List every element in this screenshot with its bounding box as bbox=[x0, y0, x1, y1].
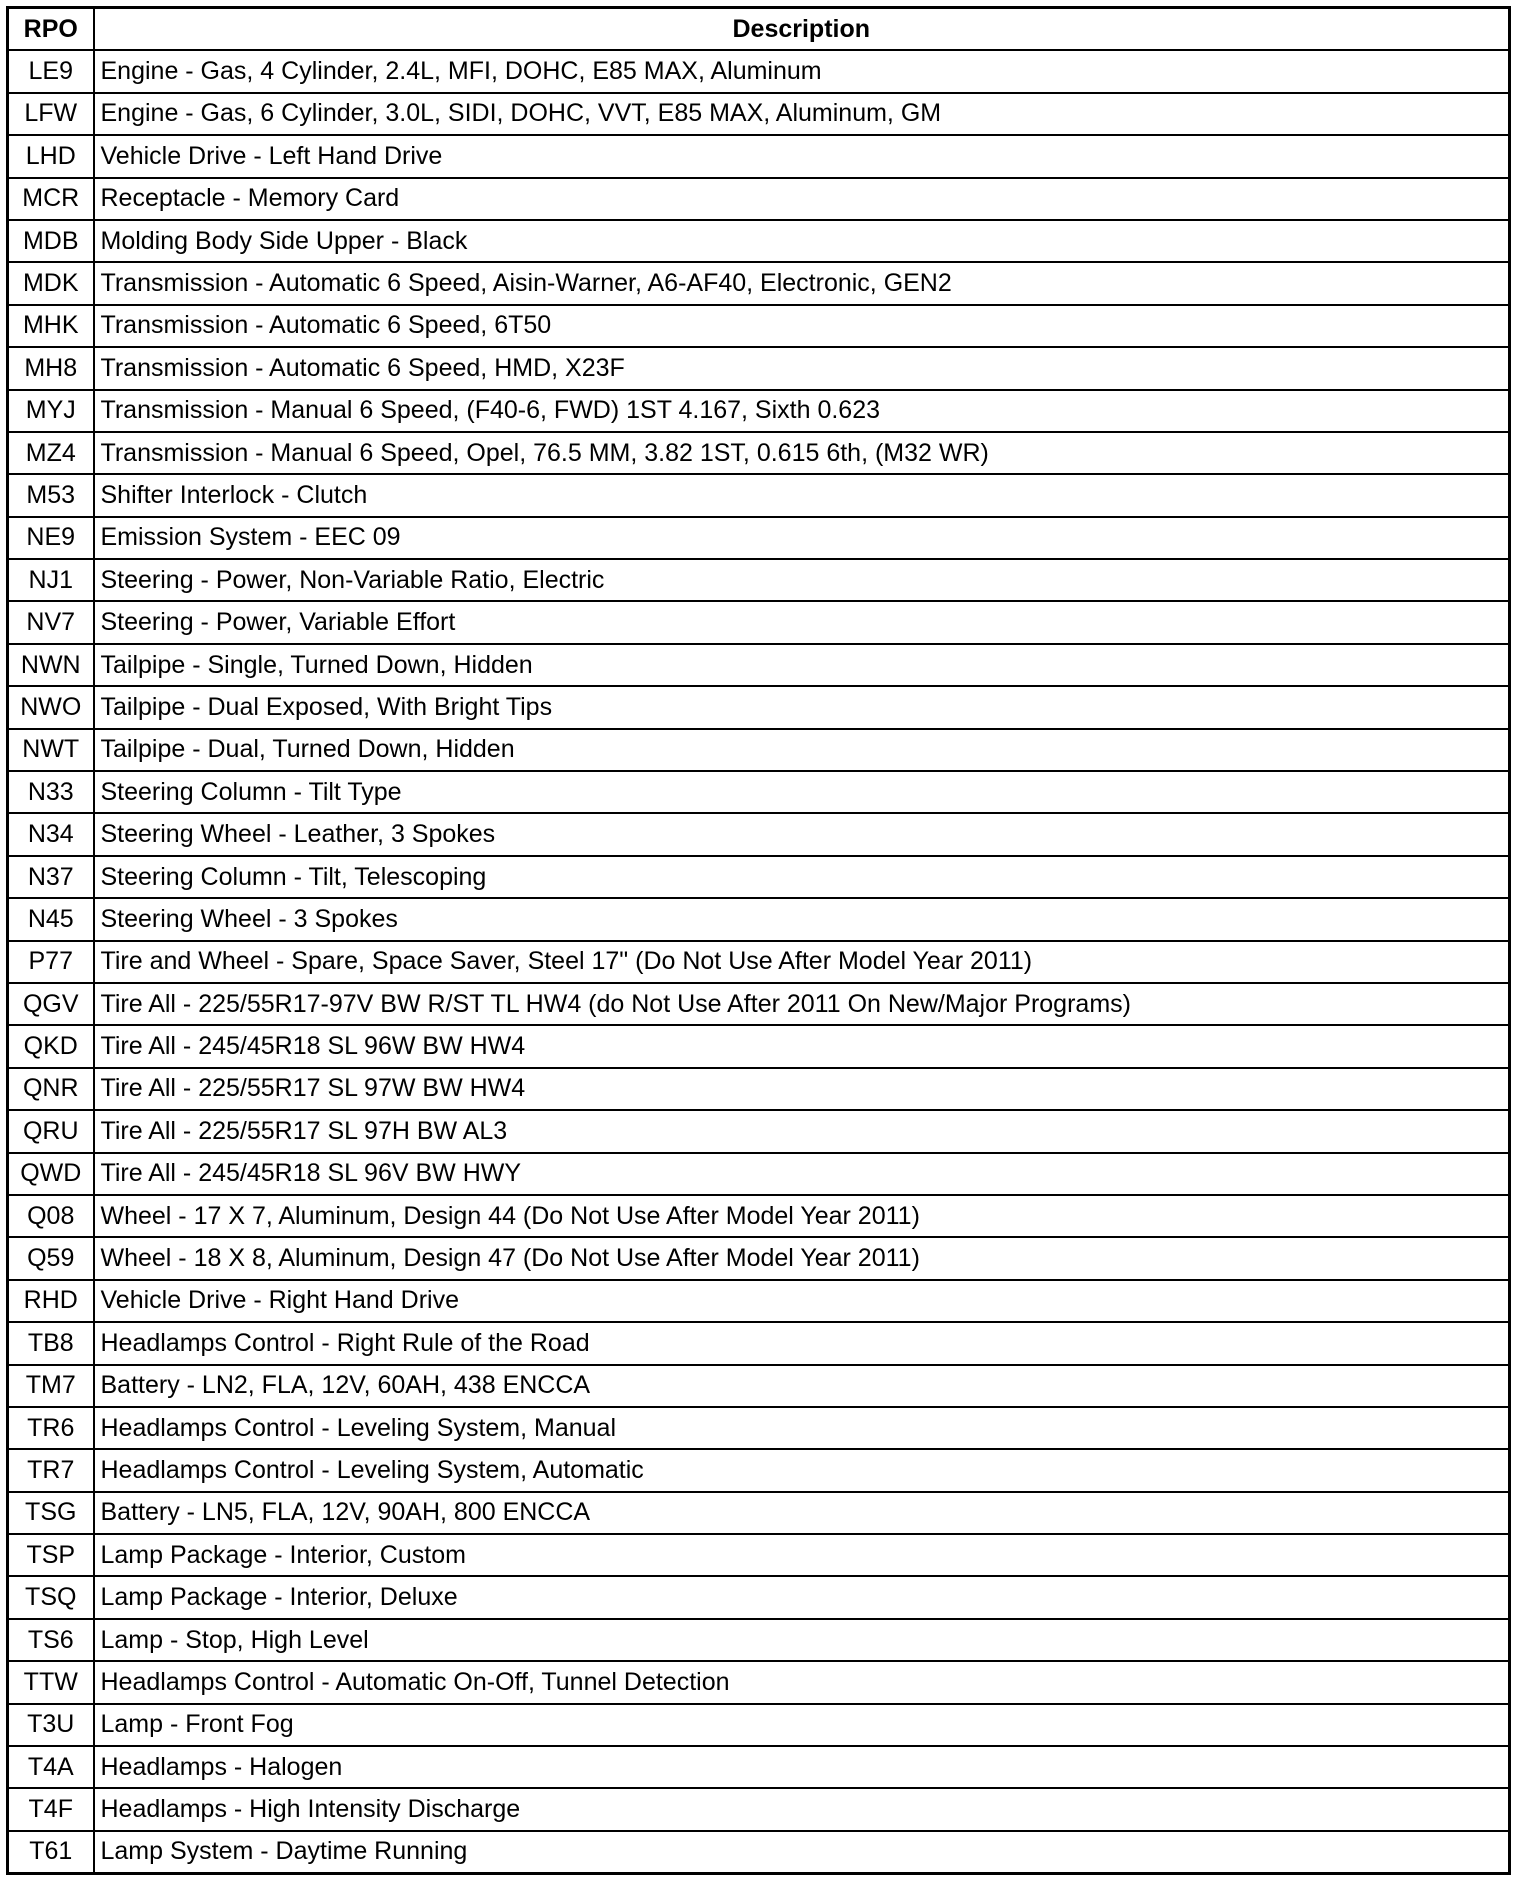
rpo-code-cell: QGV bbox=[8, 983, 94, 1025]
rpo-code-cell: MZ4 bbox=[8, 432, 94, 474]
table-row bbox=[8, 644, 1510, 686]
table-row bbox=[8, 771, 1510, 813]
table-row bbox=[8, 686, 1510, 728]
rpo-code-cell: NV7 bbox=[8, 601, 94, 643]
table-body bbox=[8, 50, 1510, 1873]
rpo-code-cell: N37 bbox=[8, 856, 94, 898]
rpo-code-cell: TSQ bbox=[8, 1576, 94, 1618]
rpo-table bbox=[6, 6, 1511, 1875]
description-cell: Tire All - 225/55R17 SL 97H BW AL3 bbox=[94, 1110, 1510, 1152]
description-cell: Transmission - Manual 6 Speed, Opel, 76.5 MM, 3.82 1ST, 0.615 6th, (M32 WR) bbox=[94, 432, 1510, 474]
rpo-code-cell: T4A bbox=[8, 1746, 94, 1788]
description-cell: Transmission - Automatic 6 Speed, HMD, X23F bbox=[94, 347, 1510, 389]
table-row bbox=[8, 813, 1510, 855]
rpo-code-cell: P77 bbox=[8, 941, 94, 983]
rpo-code-cell: TM7 bbox=[8, 1365, 94, 1407]
table-row bbox=[8, 1534, 1510, 1576]
table-row bbox=[8, 262, 1510, 304]
description-cell: Tire All - 245/45R18 SL 96V BW HWY bbox=[94, 1153, 1510, 1195]
description-cell: Receptacle - Memory Card bbox=[94, 178, 1510, 220]
table-row bbox=[8, 1025, 1510, 1067]
description-cell: Tire and Wheel - Spare, Space Saver, Steel 17" (Do Not Use After Model Year 2011) bbox=[94, 941, 1510, 983]
rpo-code-cell: N45 bbox=[8, 898, 94, 940]
description-cell: Tailpipe - Dual, Turned Down, Hidden bbox=[94, 729, 1510, 771]
description-cell: Lamp Package - Interior, Deluxe bbox=[94, 1576, 1510, 1618]
description-cell: Steering Column - Tilt Type bbox=[94, 771, 1510, 813]
rpo-code-cell: TB8 bbox=[8, 1322, 94, 1364]
description-cell: Steering Wheel - 3 Spokes bbox=[94, 898, 1510, 940]
rpo-code-cell: NWN bbox=[8, 644, 94, 686]
table-row bbox=[8, 432, 1510, 474]
rpo-code-cell: MDK bbox=[8, 262, 94, 304]
table-row bbox=[8, 1322, 1510, 1364]
description-cell: Tailpipe - Single, Turned Down, Hidden bbox=[94, 644, 1510, 686]
rpo-code-cell: TS6 bbox=[8, 1619, 94, 1661]
table-row bbox=[8, 474, 1510, 516]
rpo-code-cell: QNR bbox=[8, 1068, 94, 1110]
rpo-code-cell: T61 bbox=[8, 1831, 94, 1874]
rpo-code-cell: QWD bbox=[8, 1153, 94, 1195]
table-row bbox=[8, 601, 1510, 643]
description-cell: Headlamps Control - Leveling System, Manual bbox=[94, 1407, 1510, 1449]
description-cell: Wheel - 18 X 8, Aluminum, Design 47 (Do Not Use After Model Year 2011) bbox=[94, 1237, 1510, 1279]
table-row bbox=[8, 93, 1510, 135]
table-row bbox=[8, 559, 1510, 601]
rpo-code-cell: LFW bbox=[8, 93, 94, 135]
description-cell: Lamp - Stop, High Level bbox=[94, 1619, 1510, 1661]
rpo-code-cell: MDB bbox=[8, 220, 94, 262]
description-cell: Transmission - Automatic 6 Speed, 6T50 bbox=[94, 305, 1510, 347]
description-cell: Wheel - 17 X 7, Aluminum, Design 44 (Do Not Use After Model Year 2011) bbox=[94, 1195, 1510, 1237]
table-row bbox=[8, 1746, 1510, 1788]
description-cell: Lamp System - Daytime Running bbox=[94, 1831, 1510, 1874]
rpo-code-cell: MCR bbox=[8, 178, 94, 220]
table-row bbox=[8, 1365, 1510, 1407]
rpo-code-cell: N33 bbox=[8, 771, 94, 813]
rpo-code-cell: NJ1 bbox=[8, 559, 94, 601]
table-row bbox=[8, 347, 1510, 389]
header-rpo: RPO bbox=[8, 8, 94, 51]
table-row bbox=[8, 1153, 1510, 1195]
description-cell: Headlamps Control - Automatic On-Off, Tunnel Detection bbox=[94, 1661, 1510, 1703]
table-row bbox=[8, 1110, 1510, 1152]
description-cell: Battery - LN2, FLA, 12V, 60AH, 438 ENCCA bbox=[94, 1365, 1510, 1407]
description-cell: Steering Wheel - Leather, 3 Spokes bbox=[94, 813, 1510, 855]
rpo-code-cell: NE9 bbox=[8, 517, 94, 559]
rpo-code-cell: N34 bbox=[8, 813, 94, 855]
description-cell: Headlamps Control - Leveling System, Automatic bbox=[94, 1449, 1510, 1491]
rpo-code-cell: T4F bbox=[8, 1788, 94, 1830]
table-row bbox=[8, 1195, 1510, 1237]
table-row bbox=[8, 1576, 1510, 1618]
description-cell: Steering - Power, Variable Effort bbox=[94, 601, 1510, 643]
description-cell: Headlamps Control - Right Rule of the Road bbox=[94, 1322, 1510, 1364]
description-cell: Emission System - EEC 09 bbox=[94, 517, 1510, 559]
rpo-code-cell: QKD bbox=[8, 1025, 94, 1067]
description-cell: Lamp - Front Fog bbox=[94, 1704, 1510, 1746]
rpo-code-cell: TR6 bbox=[8, 1407, 94, 1449]
table-row bbox=[8, 1492, 1510, 1534]
table-row bbox=[8, 898, 1510, 940]
table-row bbox=[8, 856, 1510, 898]
description-cell: Steering - Power, Non-Variable Ratio, Electric bbox=[94, 559, 1510, 601]
table-row bbox=[8, 178, 1510, 220]
table-row bbox=[8, 983, 1510, 1025]
table-row bbox=[8, 50, 1510, 92]
table-row bbox=[8, 517, 1510, 559]
rpo-code-cell: TSG bbox=[8, 1492, 94, 1534]
description-cell: Steering Column - Tilt, Telescoping bbox=[94, 856, 1510, 898]
table-row bbox=[8, 1407, 1510, 1449]
rpo-code-cell: MH8 bbox=[8, 347, 94, 389]
description-cell: Shifter Interlock - Clutch bbox=[94, 474, 1510, 516]
table-row bbox=[8, 1619, 1510, 1661]
table-row bbox=[8, 729, 1510, 771]
table-row bbox=[8, 1788, 1510, 1830]
table-row bbox=[8, 1704, 1510, 1746]
table-row bbox=[8, 135, 1510, 177]
table-row bbox=[8, 1237, 1510, 1279]
description-cell: Headlamps - High Intensity Discharge bbox=[94, 1788, 1510, 1830]
rpo-code-cell: T3U bbox=[8, 1704, 94, 1746]
table-row bbox=[8, 1661, 1510, 1703]
rpo-code-cell: NWT bbox=[8, 729, 94, 771]
description-cell: Tire All - 225/55R17 SL 97W BW HW4 bbox=[94, 1068, 1510, 1110]
table-row bbox=[8, 1449, 1510, 1491]
table-row bbox=[8, 305, 1510, 347]
rpo-code-cell: QRU bbox=[8, 1110, 94, 1152]
header-description: Description bbox=[94, 8, 1510, 51]
rpo-code-cell: Q59 bbox=[8, 1237, 94, 1279]
description-cell: Tire All - 225/55R17-97V BW R/ST TL HW4 (do Not Use After 2011 On New/Major Programs) bbox=[94, 983, 1510, 1025]
description-cell: Engine - Gas, 6 Cylinder, 3.0L, SIDI, DOHC, VVT, E85 MAX, Aluminum, GM bbox=[94, 93, 1510, 135]
rpo-code-cell: TTW bbox=[8, 1661, 94, 1703]
description-cell: Transmission - Automatic 6 Speed, Aisin-Warner, A6-AF40, Electronic, GEN2 bbox=[94, 262, 1510, 304]
rpo-code-cell: Q08 bbox=[8, 1195, 94, 1237]
description-cell: Vehicle Drive - Right Hand Drive bbox=[94, 1280, 1510, 1322]
rpo-code-cell: TR7 bbox=[8, 1449, 94, 1491]
rpo-code-cell: TSP bbox=[8, 1534, 94, 1576]
rpo-code-cell: LHD bbox=[8, 135, 94, 177]
rpo-code-cell: NWO bbox=[8, 686, 94, 728]
table-row bbox=[8, 390, 1510, 432]
table-row bbox=[8, 1068, 1510, 1110]
rpo-code-cell: MHK bbox=[8, 305, 94, 347]
description-cell: Transmission - Manual 6 Speed, (F40-6, FWD) 1ST 4.167, Sixth 0.623 bbox=[94, 390, 1510, 432]
description-cell: Headlamps - Halogen bbox=[94, 1746, 1510, 1788]
description-cell: Engine - Gas, 4 Cylinder, 2.4L, MFI, DOHC, E85 MAX, Aluminum bbox=[94, 50, 1510, 92]
rpo-code-cell: LE9 bbox=[8, 50, 94, 92]
table-row bbox=[8, 941, 1510, 983]
rpo-code-cell: RHD bbox=[8, 1280, 94, 1322]
table-row bbox=[8, 220, 1510, 262]
rpo-code-cell: MYJ bbox=[8, 390, 94, 432]
description-cell: Molding Body Side Upper - Black bbox=[94, 220, 1510, 262]
description-cell: Battery - LN5, FLA, 12V, 90AH, 800 ENCCA bbox=[94, 1492, 1510, 1534]
header-row bbox=[8, 8, 1510, 51]
rpo-code-cell: M53 bbox=[8, 474, 94, 516]
description-cell: Tire All - 245/45R18 SL 96W BW HW4 bbox=[94, 1025, 1510, 1067]
description-cell: Tailpipe - Dual Exposed, With Bright Tips bbox=[94, 686, 1510, 728]
table-row bbox=[8, 1831, 1510, 1874]
table-row bbox=[8, 1280, 1510, 1322]
description-cell: Lamp Package - Interior, Custom bbox=[94, 1534, 1510, 1576]
description-cell: Vehicle Drive - Left Hand Drive bbox=[94, 135, 1510, 177]
